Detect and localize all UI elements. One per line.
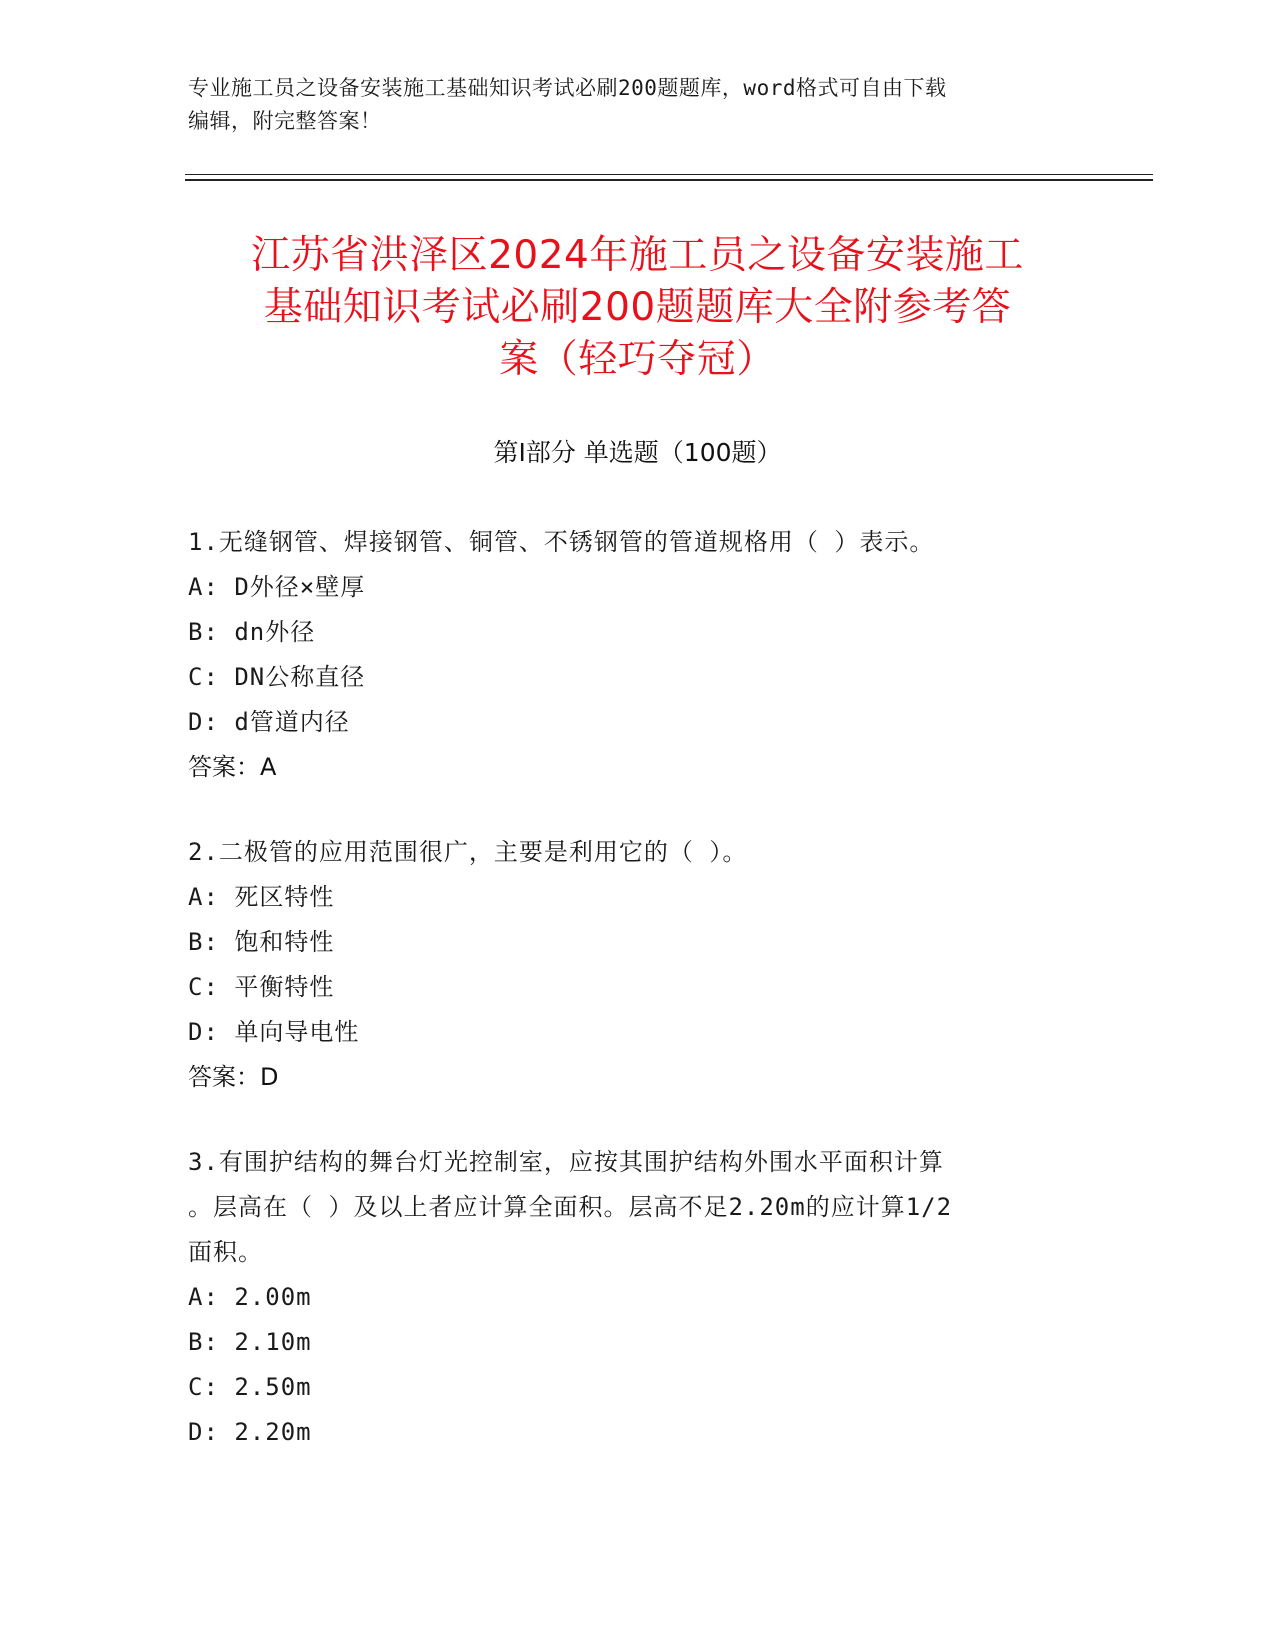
title-line-3: 案（轻巧夺冠） xyxy=(499,337,776,382)
option-d: D: d管道内径 xyxy=(188,708,350,736)
header-divider-thick xyxy=(185,179,1153,181)
document-title xyxy=(160,230,1115,386)
answer-line: 答案：A xyxy=(188,753,277,781)
question-stem: 2.二极管的应用范围很广，主要是利用它的（ ）。 xyxy=(188,838,748,866)
option-a: A: 2.00m xyxy=(188,1283,312,1311)
option-c: C: 2.50m xyxy=(188,1373,312,1401)
option-b: B: dn外径 xyxy=(188,618,316,646)
option-c: C: 平衡特性 xyxy=(188,973,335,1001)
question-stem-line-3: 面积。 xyxy=(188,1238,263,1266)
option-c: C: DN公称直径 xyxy=(188,663,366,691)
title-line-2: 基础知识考试必刷200题题库大全附参考答 xyxy=(263,285,1012,330)
question-stem: 1.无缝钢管、焊接钢管、铜管、不锈钢管的管道规格用（ ）表示。 xyxy=(188,528,935,556)
question-2 xyxy=(188,830,1068,1100)
question-stem-line-2: 。层高在（ ）及以上者应计算全面积。层高不足2.20m的应计算1/2 xyxy=(188,1193,953,1221)
option-a: A: D外径×壁厚 xyxy=(188,573,366,601)
intro-line-2: 编辑，附完整答案！ xyxy=(188,109,382,133)
intro-text xyxy=(188,72,1088,138)
question-list xyxy=(188,520,1068,1495)
header-divider-thin xyxy=(185,174,1153,175)
option-a: A: 死区特性 xyxy=(188,883,335,911)
question-3 xyxy=(188,1140,1068,1455)
question-1 xyxy=(188,520,1068,790)
section-heading: 第Ⅰ部分 单选题（100题） xyxy=(493,438,782,467)
title-line-1: 江苏省洪泽区2024年施工员之设备安装施工 xyxy=(251,233,1024,278)
answer-line: 答案：D xyxy=(188,1063,279,1091)
option-b: B: 饱和特性 xyxy=(188,928,335,956)
option-d: D: 单向导电性 xyxy=(188,1018,360,1046)
intro-line-1: 专业施工员之设备安装施工基础知识考试必刷200题题库，word格式可自由下载 xyxy=(188,76,947,100)
option-b: B: 2.10m xyxy=(188,1328,312,1356)
question-stem-line-1: 3.有围护结构的舞台灯光控制室，应按其围护结构外围水平面积计算 xyxy=(188,1148,944,1176)
option-d: D: 2.20m xyxy=(188,1418,312,1446)
